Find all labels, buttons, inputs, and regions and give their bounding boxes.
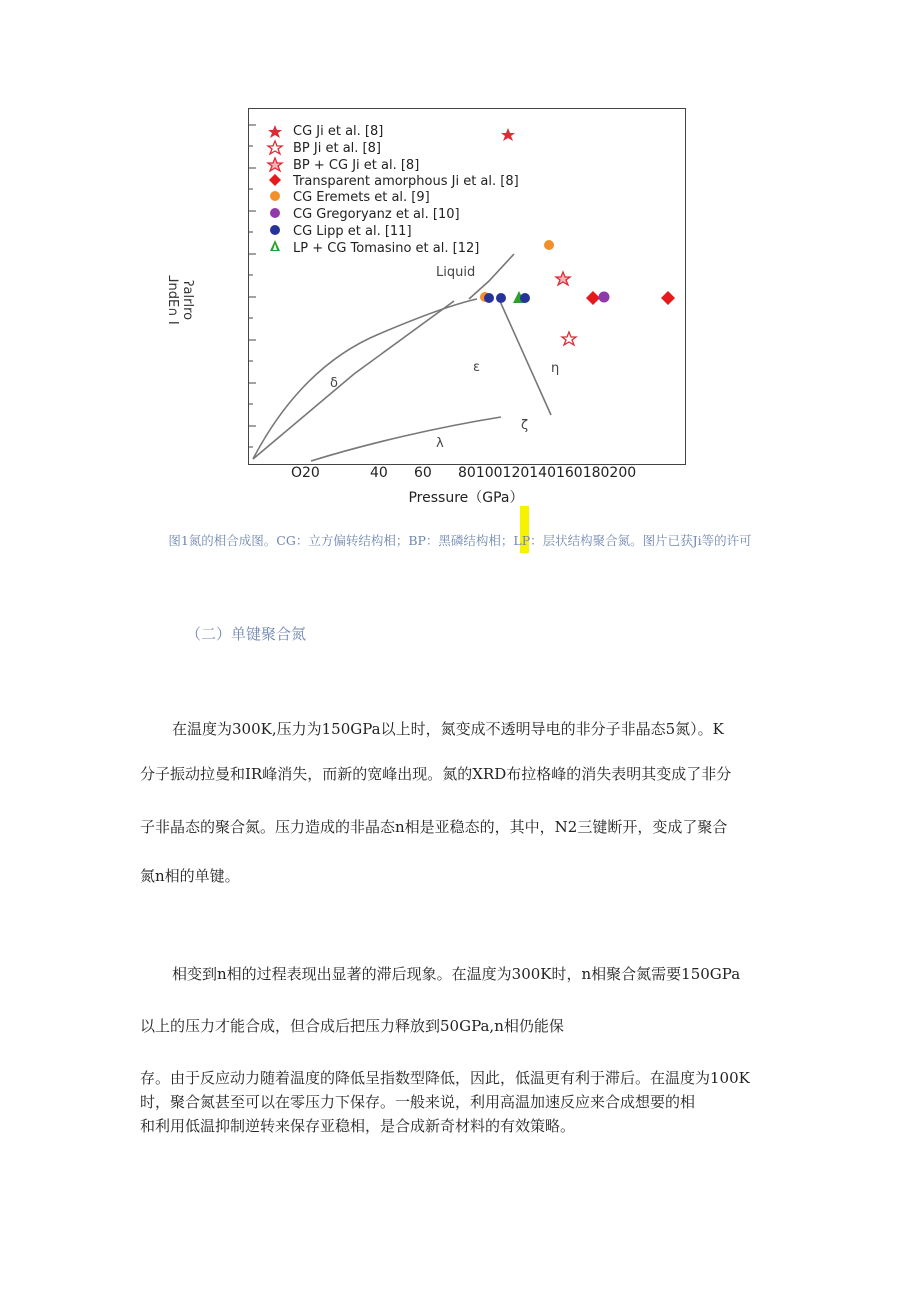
x-tick-3: 80100120140160180200 xyxy=(458,465,637,481)
x-tick-1: 40 xyxy=(370,465,388,481)
legend-label-5: CG Gregoryanz et al. [10] xyxy=(293,207,460,222)
legend-label-0: CG Ji et al. [8] xyxy=(293,124,384,139)
boundary-delta-epsilon xyxy=(253,301,454,459)
point-diamond-1 xyxy=(586,291,600,305)
point-star-open-1 xyxy=(562,332,576,345)
boundary-zeta-lambda xyxy=(311,417,501,461)
phase-diagram-plot xyxy=(249,109,685,464)
phase-diagram-figure xyxy=(248,108,686,465)
point-purple-1 xyxy=(599,292,610,303)
paragraph-2-line-3: 存。由于反应动力随着温度的降低呈指数型降低，因此，低温更有利于滞后。在温度为100K xyxy=(140,1069,750,1087)
legend-label-6: CG Lipp et al. [11] xyxy=(293,224,412,239)
legend-circle-blue-icon xyxy=(270,225,280,235)
figure-caption: 图1氮的相合成图。CG：立方偏转结构相；BP：黑磷结构相；LP：层状结构聚合氮。图片已获Ji等的许可 xyxy=(168,533,752,548)
paragraph-2-line-5: 和利用低温抑制逆转来保存亚稳相，是合成新奇材料的有效策略。 xyxy=(140,1117,576,1135)
data-points xyxy=(480,128,675,345)
paragraph-2-line-2: 以上的压力才能合成，但合成后把压力释放到50GPa,n相仍能保 xyxy=(140,1017,564,1035)
paragraph-1-line-4: 氮n相的单键。 xyxy=(140,867,240,885)
legend xyxy=(268,125,282,251)
boundary-liquid-solid xyxy=(469,254,514,299)
phase-label-liquid: Liquid xyxy=(436,265,476,280)
legend-circle-purple-icon xyxy=(270,208,280,218)
phase-label-epsilon: ε xyxy=(473,360,481,375)
paragraph-1-line-2: 分子振动拉曼和IR峰消失，而新的宽峰出现。氮的XRD布拉格峰的消失表明其变成了非分 xyxy=(140,765,732,783)
section-heading: （二）单键聚合氮 xyxy=(186,625,307,643)
x-axis-label: Pressure（GPa） xyxy=(408,490,524,506)
point-star-half-1 xyxy=(556,272,570,285)
y-axis-label: ʔalrlro ⅃ndE∩ I xyxy=(165,275,195,325)
legend-star-filled-icon xyxy=(268,125,282,138)
paragraph-1-line-3: 子非晶态的聚合氮。压力造成的非晶态n相是亚稳态的，其中，N2三键断开，变成了聚合 xyxy=(140,818,728,836)
phase-label-delta: δ xyxy=(330,376,338,391)
point-blue-3 xyxy=(520,293,530,303)
legend-star-half-icon xyxy=(268,158,282,171)
point-diamond-2 xyxy=(661,291,675,305)
legend-label-1: BP Ji et al. [8] xyxy=(293,141,381,156)
point-blue-2 xyxy=(496,293,506,303)
phase-label-lambda: λ xyxy=(436,436,444,451)
legend-label-2: BP + CG Ji et al. [8] xyxy=(293,158,420,173)
point-star-filled xyxy=(501,128,515,141)
paragraph-2-line-4: 时，聚合氮甚至可以在零压力下保存。一般来说，利用高温加速反应来合成想要的相 xyxy=(140,1093,696,1111)
legend-label-3: Transparent amorphous Ji et al. [8] xyxy=(293,174,519,189)
legend-label-7: LP + CG Tomasino et al. [12] xyxy=(293,241,480,256)
x-tick-0: O20 xyxy=(291,465,320,481)
boundary-delta-upper xyxy=(253,299,477,459)
legend-diamond-icon xyxy=(269,174,281,186)
legend-label-4: CG Eremets et al. [9] xyxy=(293,190,430,205)
point-blue-1 xyxy=(484,293,494,303)
legend-star-open-icon xyxy=(268,141,282,154)
point-orange-1 xyxy=(544,240,554,250)
boundary-epsilon-eta xyxy=(499,299,551,415)
x-axis-ticks xyxy=(248,465,688,483)
paragraph-1-line-1: 在温度为300K,压力为150GPa以上时，氮变成不透明导电的非分子非晶态5氮）。K xyxy=(172,720,724,738)
legend-circle-orange-icon xyxy=(270,191,280,201)
phase-label-zeta: ζ xyxy=(521,418,529,433)
phase-label-eta: η xyxy=(551,361,560,376)
paragraph-2-line-1: 相变到n相的过程表现出显著的滞后现象。在温度为300K时，n相聚合氮需要150GPa xyxy=(172,965,741,983)
x-tick-2: 60 xyxy=(414,465,432,481)
